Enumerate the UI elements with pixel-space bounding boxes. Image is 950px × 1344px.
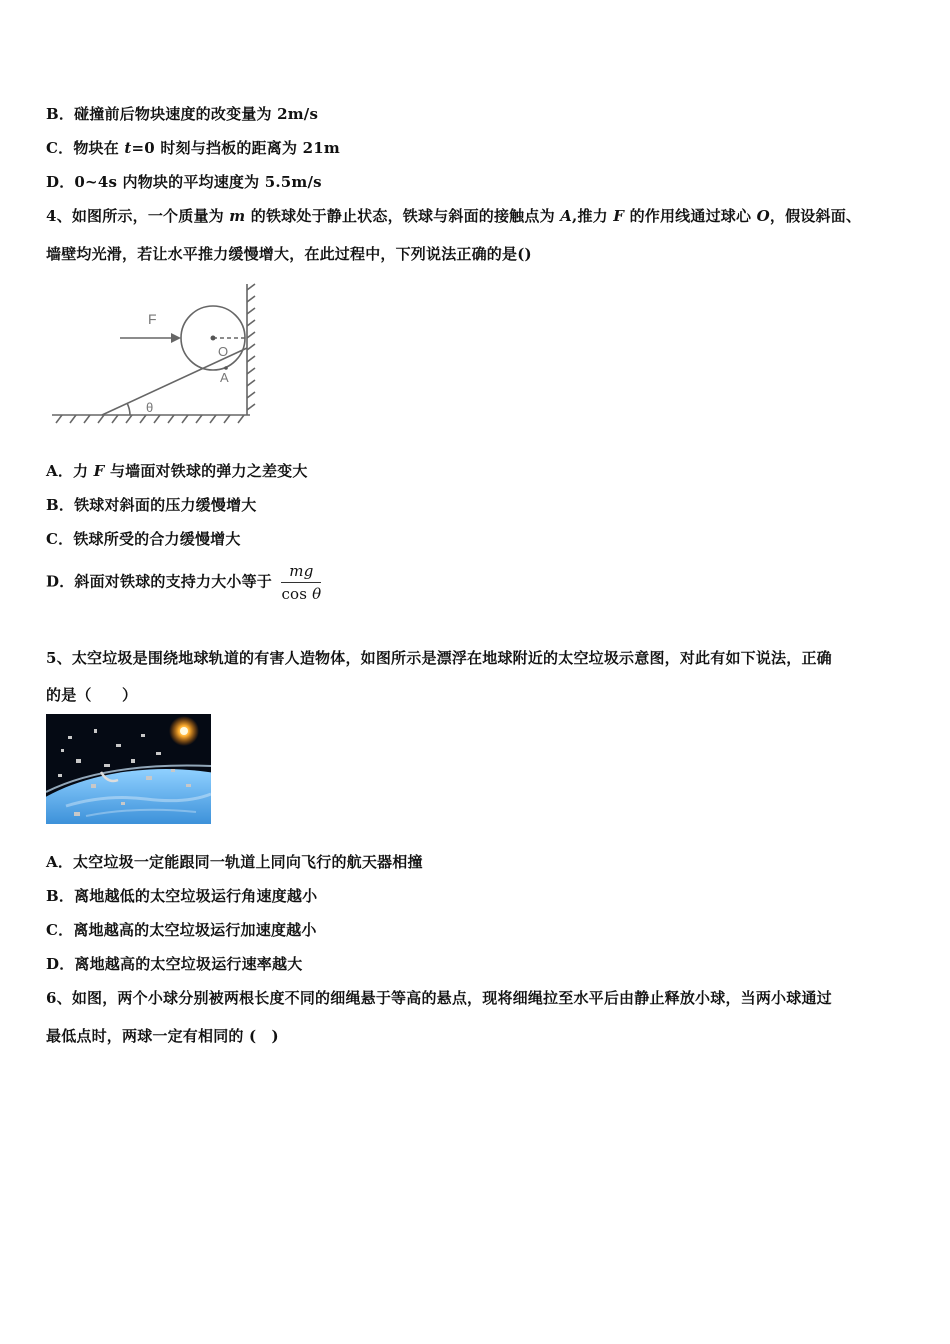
- q4-figure-label-F: F: [148, 311, 157, 327]
- q3-option-b: B．碰撞前后物块速度的改变量为 2m/s: [46, 105, 319, 123]
- q4-option-a: [46, 460, 308, 481]
- q3-option-c-suffix: =0 时刻与挡板的距离为 21m: [131, 139, 340, 157]
- q3-option-c-prefix: C．物块在: [46, 139, 125, 157]
- q4-option-a-suffix: 与墙面对铁球的弹力之差变大: [104, 462, 308, 480]
- q4-figure-label-theta: θ: [146, 400, 154, 415]
- q6-stem-line2: 最低点时，两球一定有相同的 ( ): [46, 1027, 279, 1045]
- q4-figure-label-A: A: [220, 370, 229, 385]
- q5-stem-line2: 的是（ ）: [46, 686, 138, 704]
- q4-stem-line1: [46, 205, 861, 226]
- q4-option-a-var: F: [93, 462, 105, 480]
- q5-option-c: C．离地越高的太空垃圾运行加速度越小: [46, 921, 317, 939]
- fraction-numerator: mg: [281, 562, 321, 583]
- q4-var-F: F: [613, 207, 625, 225]
- q4-stem-text-d: 的作用线通过球心: [624, 207, 757, 225]
- q4-stem-text-a: 4、如图所示，一个质量为: [46, 207, 230, 225]
- q4-var-A: A: [560, 207, 573, 225]
- q4-stem-line2: 墙壁均光滑，若让水平推力缓慢增大，在此过程中，下列说法正确的是(): [46, 245, 532, 263]
- q5-figure-space-debris: [46, 714, 211, 824]
- q4-var-m: m: [229, 207, 246, 225]
- q3-option-c-var: t: [124, 139, 132, 157]
- q4-figure-label-O: O: [218, 344, 229, 359]
- q4-option-c: C．铁球所受的合力缓慢增大: [46, 530, 241, 548]
- q4-option-d-text: D．斜面对铁球的支持力大小等于: [46, 572, 273, 591]
- q5-stem-line1: 5、太空垃圾是围绕地球轨道的有害人造物体，如图所示是漂浮在地球附近的太空垃圾示意图，对此有如下说法，正确: [46, 649, 832, 667]
- q4-option-d: [46, 562, 321, 603]
- q4-figure-ball-incline-wall: [50, 282, 260, 427]
- q4-option-d-fraction: [281, 562, 321, 603]
- q4-var-O: O: [756, 207, 770, 225]
- q4-stem-text-c: ,推力: [572, 207, 614, 225]
- q4-option-a-prefix: A．力: [46, 462, 94, 480]
- q6-stem-line1: 6、如图，两个小球分别被两根长度不同的细绳悬于等高的悬点，现将细绳拉至水平后由静止释放小球，当两小球通过: [46, 989, 832, 1007]
- fraction-denominator-cos: cos: [281, 585, 313, 603]
- q3-option-d: D．0~4s 内物块的平均速度为 5.5m/s: [46, 173, 322, 191]
- fraction-denominator-theta: θ: [312, 585, 322, 603]
- q4-option-b: B．铁球对斜面的压力缓慢增大: [46, 496, 257, 514]
- q4-stem-text-e: ，假设斜面、: [769, 207, 862, 225]
- fraction-denominator: [281, 583, 321, 603]
- q5-option-a: A．太空垃圾一定能跟同一轨道上同向飞行的航天器相撞: [46, 853, 423, 871]
- q5-option-d: D．离地越高的太空垃圾运行速率越大: [46, 955, 303, 973]
- q5-option-b: B．离地越低的太空垃圾运行角速度越小: [46, 887, 318, 905]
- q4-stem-text-b: 的铁球处于静止状态，铁球与斜面的接触点为: [245, 207, 561, 225]
- q3-option-c: [46, 137, 340, 158]
